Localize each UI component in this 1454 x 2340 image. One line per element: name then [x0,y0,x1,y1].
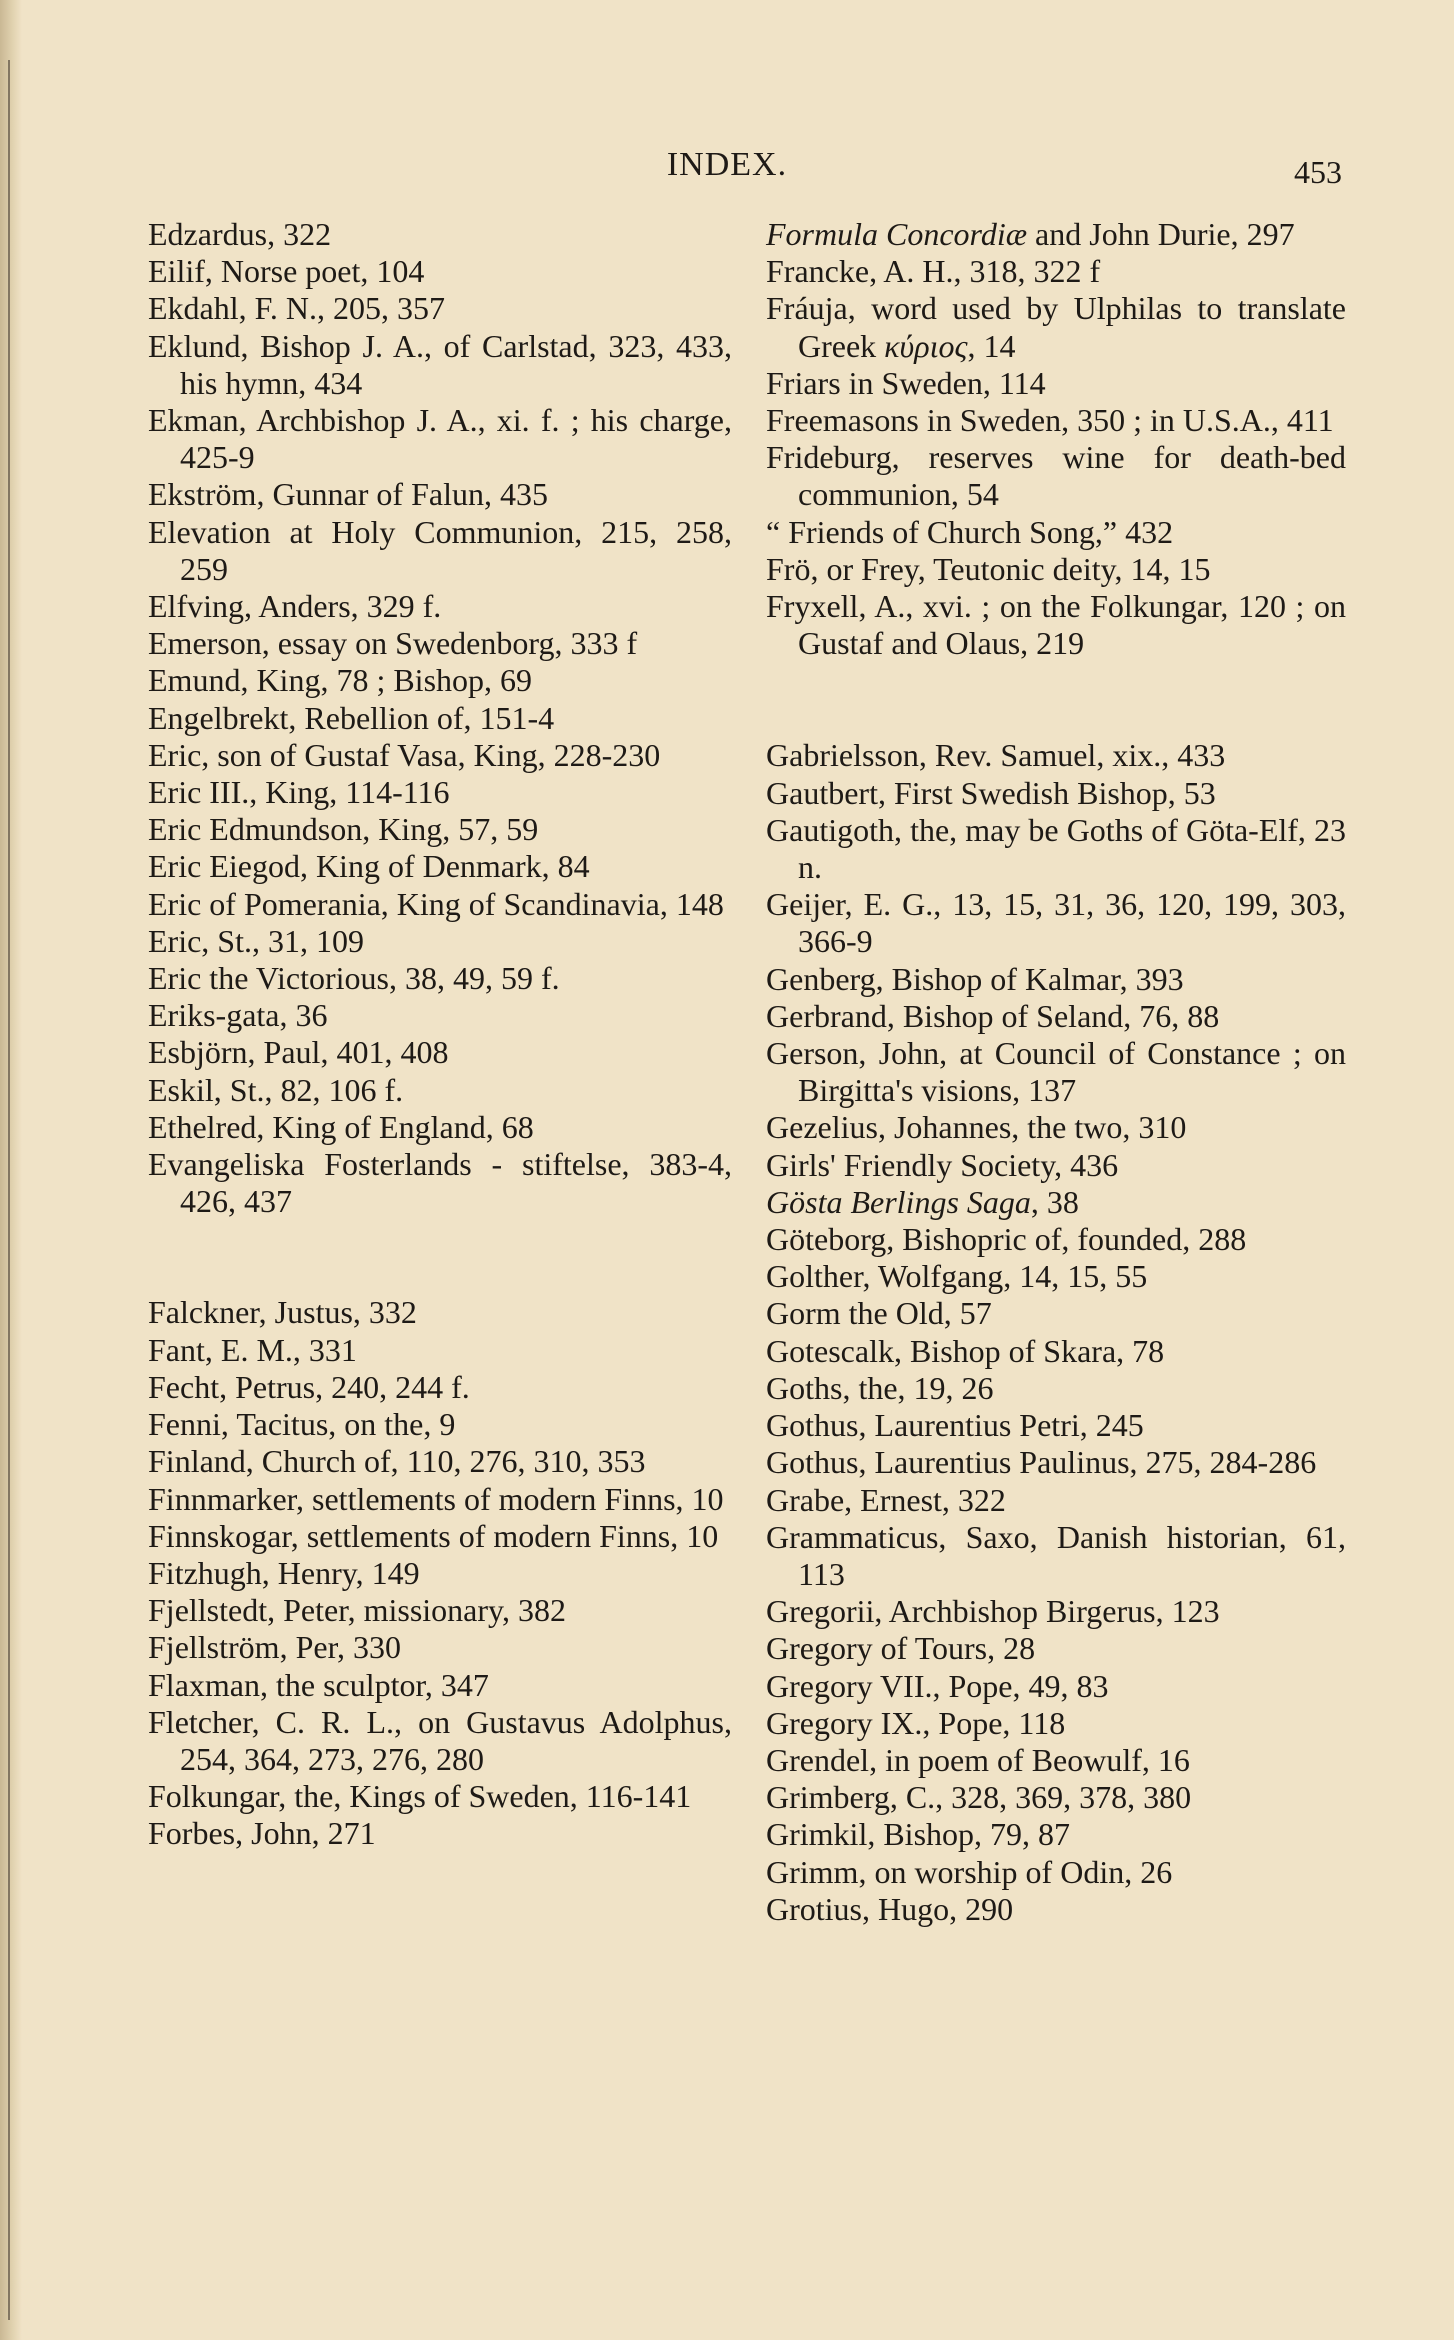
running-head [0,146,1454,196]
index-entry: Eric the Victorious, 38, 49, 59 f. [148,960,560,997]
index-entry: Fitzhugh, Henry, 149 [148,1554,420,1591]
index-entry: Eklund, Bishop J. A., of Carlstad, 323, 433, his hymn, 434 [148,327,732,401]
index-entry: Fjellstedt, Peter, missionary, 382 [148,1592,566,1629]
index-entry: Gautbert, First Swedish Bishop, 53 [766,774,1216,811]
index-section-e [148,216,732,1220]
index-entry: Göteborg, Bishopric of, founded, 288 [766,1221,1247,1258]
index-entry: Girls' Friendly Society, 436 [766,1146,1119,1183]
index-entry: Eric Edmundson, King, 57, 59 [148,811,539,848]
index-column-left [148,216,732,1853]
index-entry: Grendel, in poem of Beowulf, 16 [766,1741,1190,1778]
index-entry: Frideburg, reserves wine for death-bed communion, 54 [766,439,1346,513]
index-entry: Fletcher, C. R. L., on Gustavus Adolphus, 254, 364, 273, 276, 280 [148,1703,732,1777]
index-section-f-continued [766,216,1346,662]
index-entry: Gregory of Tours, 28 [766,1630,1036,1667]
index-entry: Emerson, essay on Swedenborg, 333 f [148,625,638,662]
index-entry: Esbjörn, Paul, 401, 408 [148,1034,449,1071]
index-entry: Fryxell, A., xvi. ; on the Folkungar, 120 ; on Gustaf and Olaus, 219 [766,588,1346,662]
index-entry: Evangeliska Fosterlands - stiftelse, 383-4, 426, 437 [148,1146,732,1220]
index-entry: Fant, E. M., 331 [148,1331,357,1368]
index-entry: Emund, King, 78 ; Bishop, 69 [148,662,533,699]
index-entry: Gothus, Laurentius Paulinus, 275, 284-286 [766,1444,1317,1481]
index-entry: Eskil, St., 82, 106 f. [148,1071,404,1108]
index-entry: Eriks-gata, 36 [148,997,328,1034]
page-binding-edge [0,0,22,2340]
index-entry: Francke, A. H., 318, 322 f [766,253,1101,290]
index-entry: Ekström, Gunnar of Falun, 435 [148,476,548,513]
index-entry: Gotescalk, Bishop of Skara, 78 [766,1332,1165,1369]
index-entry: Falckner, Justus, 332 [148,1294,417,1331]
index-entry: Folkungar, the, Kings of Sweden, 116-141 [148,1778,692,1815]
index-column-right [766,216,1346,1928]
index-entry: Grimberg, C., 328, 369, 378, 380 [766,1779,1192,1816]
index-entry: Golther, Wolfgang, 14, 15, 55 [766,1258,1148,1295]
index-entry: Ekman, Archbishop J. A., xi. f. ; his charge, 425-9 [148,402,732,476]
index-entry: Edzardus, 322 [148,216,332,252]
index-entry: Finnmarker, settlements of modern Finns, 10 [148,1480,724,1517]
index-entry: Finnskogar, settlements of modern Finns, 10 [148,1517,719,1554]
index-entry: Forbes, John, 271 [148,1815,376,1852]
index-entry [766,1184,1346,1221]
index-entry [766,216,1346,253]
index-entry: Flaxman, the sculptor, 347 [148,1666,489,1703]
index-entry: Geijer, E. G., 13, 15, 31, 36, 120, 199, 303, 366-9 [766,886,1346,960]
index-entry: Grimkil, Bishop, 79, 87 [766,1816,1071,1853]
index-entry: Eilif, Norse poet, 104 [148,253,425,290]
index-entry: Grimm, on worship of Odin, 26 [766,1853,1173,1890]
index-entry: Fenni, Tacitus, on the, 9 [148,1406,456,1443]
index-entry: Gabrielsson, Rev. Samuel, xix., 433 [766,737,1226,774]
index-entry: Elfving, Anders, 329 f. [148,588,442,625]
index-entry: Ethelred, King of England, 68 [148,1108,534,1145]
section-gap [148,1220,732,1294]
entry-text: Fráuja, word used by Ulphilas to translate Greek [766,290,1346,364]
index-entry: Eric of Pomerania, King of Scandinavia, 148 [148,885,724,922]
page-number: 453 [1294,154,1342,190]
index-entry: Grotius, Hugo, 290 [766,1890,1014,1927]
index-entry: Grammaticus, Saxo, Danish historian, 61, 113 [766,1518,1346,1592]
index-entry: Gerson, John, at Council of Constance ; on Birgitta's visions, 137 [766,1035,1346,1109]
entry-text: and John Durie, 297 [1027,216,1295,252]
index-entry: Eric Eiegod, King of Denmark, 84 [148,848,590,885]
entry-text: , 14 [967,327,1016,364]
index-entry: Fecht, Petrus, 240, 244 f. [148,1368,470,1405]
index-section-g [766,737,1346,1928]
page-title: INDEX. [666,146,788,183]
index-entry: Gorm the Old, 57 [766,1295,992,1332]
page-binding-line [8,60,10,2320]
section-gap [766,662,1346,737]
index-entry: Finland, Church of, 110, 276, 310, 353 [148,1443,646,1480]
index-entry: Gerbrand, Bishop of Seland, 76, 88 [766,997,1220,1034]
italic-title: Formula Concordiæ [766,216,1028,252]
index-entry: Freemasons in Sweden, 350 ; in U.S.A., 411 [766,402,1334,439]
italic-title: Gösta Berlings Saga [766,1183,1031,1220]
index-entry: Grabe, Ernest, 322 [766,1481,1006,1518]
index-entry: Elevation at Holy Communion, 215, 258, 259 [148,513,732,587]
index-entry: Friars in Sweden, 114 [766,364,1046,401]
index-entry [766,290,1346,364]
index-entry: Gregory VII., Pope, 49, 83 [766,1667,1109,1704]
entry-text: , 38 [1030,1183,1079,1220]
index-entry: Ekdahl, F. N., 205, 357 [148,290,445,327]
index-entry: Eric, son of Gustaf Vasa, King, 228-230 [148,736,661,773]
index-entry: Eric III., King, 114-116 [148,774,450,811]
index-entry: “ Friends of Church Song,” 432 [766,513,1174,550]
index-entry: Goths, the, 19, 26 [766,1369,994,1406]
index-entry: Eric, St., 31, 109 [148,922,364,959]
index-entry: Gothus, Laurentius Petri, 245 [766,1407,1144,1444]
index-entry: Gezelius, Johannes, the two, 310 [766,1109,1187,1146]
index-entry: Genberg, Bishop of Kalmar, 393 [766,960,1184,997]
index-entry: Frö, or Frey, Teutonic deity, 14, 15 [766,550,1211,587]
index-entry: Gautigoth, the, may be Goths of Göta-Elf, 23 n. [766,811,1346,886]
index-entry: Engelbrekt, Rebellion of, 151-4 [148,699,555,736]
index-entry: Gregorii, Archbishop Birgerus, 123 [766,1593,1220,1630]
index-entry: Gregory IX., Pope, 118 [766,1704,1066,1741]
index-section-f [148,1294,732,1852]
greek-word: κύριος [884,327,968,364]
index-entry: Fjellström, Per, 330 [148,1629,401,1666]
